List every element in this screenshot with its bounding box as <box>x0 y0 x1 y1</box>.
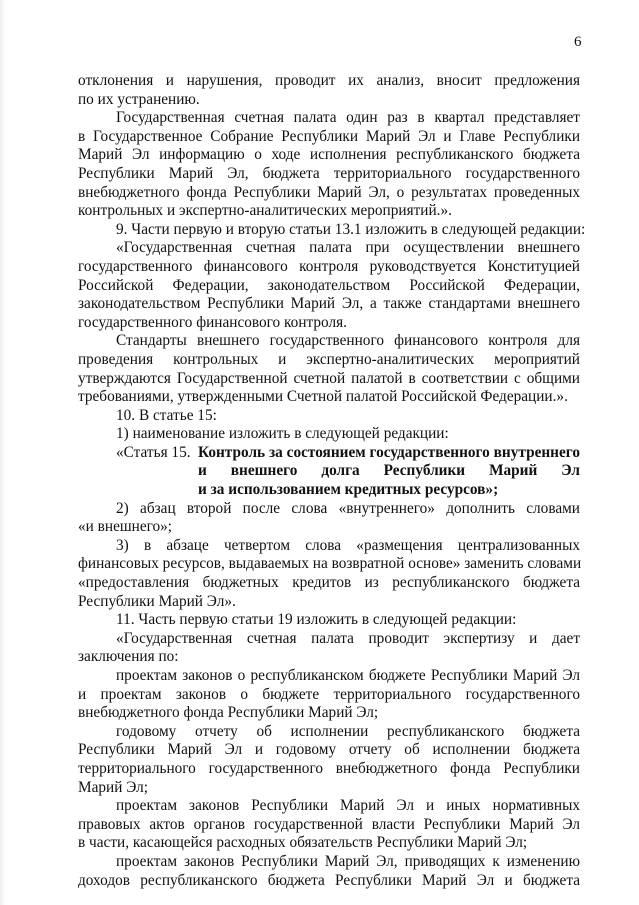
text-line: заключения по: <box>78 648 179 666</box>
text-line: и проектам законов о бюджете территориального государственного <box>78 685 580 703</box>
text-line: доходов республиканского бюджета Республики Марий Эл и бюджета <box>78 871 580 889</box>
text-line: проектам законов о республиканском бюджете Республики Марий Эл <box>116 667 580 684</box>
text-line: государственного финансового контроля руководствуется Конституцией <box>78 257 580 275</box>
document-body <box>78 72 586 890</box>
text-line: Государственная счетная палата один раз в квартал представляет <box>116 109 580 127</box>
text-line: законодательством Республики Марий Эл, а также стандартами внешнего <box>78 295 580 313</box>
text-line: 2) абзац второй после слова «внутреннего» дополнить словами <box>116 499 580 517</box>
text-line: Республики Марий Эл, бюджета территориального государственного <box>78 164 580 182</box>
text-line: правовых актов органов государственной власти Республики Марий Эл <box>78 815 580 833</box>
text-line: Республики Марий Эл». <box>78 592 236 610</box>
text-line: Республики Марий Эл и годовому отчету об исполнении бюджета <box>78 741 580 759</box>
text-line: проведения контрольных и экспертно-аналитических мероприятий <box>78 350 580 368</box>
article-title: Контроль за состоянием государственного внутреннего <box>198 443 580 461</box>
text-line: «и внешнего»; <box>78 518 173 536</box>
text-line: в части, касающейся расходных обязательств Республики Марий Эл; <box>78 834 528 852</box>
text-line: внебюджетного фонда Республики Марий Эл; <box>78 704 379 722</box>
text-line: 1) наименование изложить в следующей редакции: <box>116 425 449 443</box>
text-line: 10. В статье 15: <box>116 406 217 424</box>
text-line: утверждаются Государственной счетной палатой в соответствии с общими <box>78 369 580 387</box>
text-line: Российской Федерации, законодательством Российской Федерации, <box>78 276 580 294</box>
text-line: «Государственная счетная палата при осуществлении внешнего <box>116 239 580 257</box>
text-line: «предоставления бюджетных кредитов из республиканского бюджета <box>78 574 580 592</box>
page-edge-shadow <box>0 0 6 905</box>
text-line: Марий Эл информацию о ходе исполнения республиканского бюджета <box>78 146 580 164</box>
text-line: «Государственная счетная палата проводит экспертизу и дает <box>116 629 580 647</box>
text-line: внебюджетного фонда Республики Марий Эл, о результатах проведенных <box>78 183 580 201</box>
text-line: Стандарты внешнего государственного финансового контроля для <box>116 332 580 350</box>
page-number: 6 <box>574 34 582 50</box>
text-line: 11. Часть первую статьи 19 изложить в следующей редакции: <box>116 611 517 629</box>
text-line: в Государственное Собрание Республики Марий Эл и Главе Республики <box>78 127 580 145</box>
article-heading-line <box>78 444 580 463</box>
article-heading-line: и внешнего долга Республики Марий Эл <box>198 462 580 480</box>
text-line: по их устранению. <box>78 90 200 108</box>
text-line: территориального государственного внебюджетного фонда Республики <box>78 759 580 777</box>
text-line: 9. Части первую и вторую статьи 13.1 изложить в следующей редакции: <box>116 220 586 238</box>
text-line: контрольных и экспертно-аналитических мероприятий.». <box>78 202 452 220</box>
text-line: проектам законов Республики Марий Эл, приводящих к изменению <box>116 852 580 870</box>
text-line: Марий Эл; <box>78 778 149 796</box>
article-heading-line: и за использованием кредитных ресурсов»; <box>198 481 499 499</box>
text-line: финансовых ресурсов, выдаваемых на возвратной основе» заменить словами <box>78 555 582 573</box>
text-line: требованиями, утвержденными Счетной палатой Российской Федерации.». <box>78 388 568 406</box>
text-line: проектам законов Республики Марий Эл и иных нормативных <box>116 797 580 815</box>
text-line: 3) в абзаце четвертом слова «размещения централизованных <box>116 536 580 554</box>
article-label: «Статья 15. <box>116 443 191 461</box>
text-line: годовому отчету об исполнении республиканского бюджета <box>116 722 580 740</box>
text-line: отклонения и нарушения, проводит их анализ, вносит предложения <box>78 72 580 89</box>
text-line: государственного финансового контроля. <box>78 313 347 331</box>
